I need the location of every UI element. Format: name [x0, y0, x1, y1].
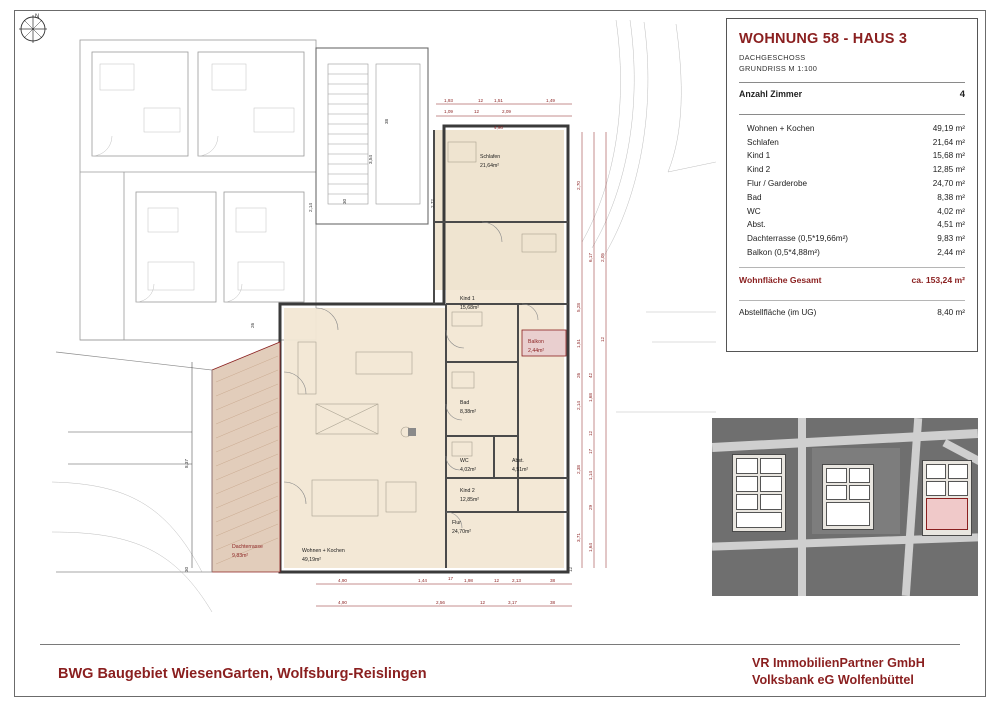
svg-text:WC: WC: [460, 458, 469, 464]
svg-text:26: 26: [250, 322, 255, 328]
site-road: [798, 418, 806, 596]
storage-area-label: Abstellfläche (im UG): [739, 308, 817, 318]
area-row: [739, 163, 965, 177]
area-value: 12,85 m²: [932, 165, 965, 175]
svg-text:8,37: 8,37: [184, 459, 189, 468]
svg-text:2,72: 2,72: [430, 199, 435, 208]
svg-text:21,64m²: 21,64m²: [480, 163, 500, 169]
area-label: WC: [747, 206, 761, 216]
area-value: 2,44 m²: [937, 247, 965, 257]
room-count-row: [739, 83, 965, 106]
footer-company-line1: VR ImmobilienPartner GmbH: [752, 656, 925, 670]
footer-divider: [40, 644, 960, 645]
svg-text:4,98: 4,98: [494, 125, 503, 130]
svg-text:12: 12: [480, 600, 486, 605]
area-row: [739, 190, 965, 204]
svg-text:49,19m²: 49,19m²: [302, 557, 322, 563]
svg-text:4,90: 4,90: [338, 578, 347, 583]
area-value: 9,83 m²: [937, 234, 965, 244]
total-area-label: Wohnfläche Gesamt: [739, 275, 822, 286]
svg-text:1,64: 1,64: [588, 543, 593, 552]
svg-text:30: 30: [342, 198, 347, 204]
svg-text:6,17: 6,17: [588, 253, 593, 262]
svg-text:38: 38: [550, 600, 556, 605]
svg-text:5,28: 5,28: [576, 303, 581, 312]
area-label: Balkon (0,5*4,88m²): [747, 247, 820, 257]
svg-text:Dachterrasse: Dachterrasse: [232, 544, 263, 550]
area-value: 21,64 m²: [932, 137, 965, 147]
svg-text:24,70m²: 24,70m²: [452, 529, 472, 535]
site-road: [902, 418, 922, 596]
svg-text:26: 26: [576, 372, 581, 378]
svg-text:Bad: Bad: [460, 400, 470, 406]
area-row: [739, 177, 965, 191]
storage-area-value: 8,40 m²: [937, 308, 965, 318]
svg-text:Wohnen + Kochen: Wohnen + Kochen: [302, 548, 345, 554]
svg-text:2,44m²: 2,44m²: [528, 348, 545, 354]
site-highlighted-unit: [926, 498, 968, 530]
svg-text:2,56: 2,56: [436, 600, 445, 605]
area-row: [739, 246, 965, 260]
area-label: Kind 1: [747, 151, 771, 161]
svg-text:Schlafen: Schlafen: [480, 154, 501, 160]
area-value: 4,02 m²: [937, 206, 965, 216]
footer-company-line2: Volksbank eG Wolfenbüttel: [752, 673, 914, 687]
area-row: [739, 135, 965, 149]
svg-text:4,51m²: 4,51m²: [512, 467, 529, 473]
svg-text:42: 42: [588, 372, 593, 378]
svg-text:2,05: 2,05: [600, 253, 605, 262]
svg-text:1,09: 1,09: [444, 109, 453, 114]
storage-area-row: [739, 301, 965, 319]
area-value: 49,19 m²: [932, 123, 965, 133]
area-row: [739, 232, 965, 246]
area-value: 4,51 m²: [937, 220, 965, 230]
svg-text:8,38m²: 8,38m²: [460, 409, 477, 415]
room-count-value: 4: [959, 89, 965, 101]
subtitle-scale: GRUNDRISS M 1:100: [739, 63, 818, 73]
svg-text:Kind 2: Kind 2: [460, 488, 475, 494]
svg-text:38: 38: [384, 118, 389, 124]
svg-text:12,85m²: 12,85m²: [460, 497, 480, 503]
site-map: [712, 418, 978, 596]
compass-icon: [16, 12, 50, 46]
area-label: Schlafen: [747, 137, 779, 147]
area-row: [739, 121, 965, 135]
area-label: Wohnen + Kochen: [747, 123, 815, 133]
svg-text:15,68m²: 15,68m²: [460, 305, 480, 311]
svg-text:1,51: 1,51: [494, 98, 503, 103]
svg-text:4,02m²: 4,02m²: [460, 467, 477, 473]
svg-text:Balkon: Balkon: [528, 339, 544, 345]
area-value: 24,70 m²: [932, 178, 965, 188]
footer-project-name: BWG Baugebiet WiesenGarten, Wolfsburg-Reislingen: [58, 666, 427, 682]
area-row: [739, 149, 965, 163]
page-title: WOHNUNG 58 - HAUS 3: [739, 31, 908, 47]
svg-text:12: 12: [478, 98, 484, 103]
svg-text:3,17: 3,17: [508, 600, 517, 605]
area-row: [739, 204, 965, 218]
svg-text:12: 12: [568, 566, 573, 572]
svg-text:1,44: 1,44: [418, 578, 427, 583]
svg-text:30: 30: [184, 566, 189, 572]
svg-text:9,83m²: 9,83m²: [232, 553, 249, 559]
svg-text:2,14: 2,14: [576, 401, 581, 410]
subtitle-storey: DACHGESCHOSS: [739, 53, 806, 62]
svg-text:17: 17: [448, 576, 454, 581]
floor-plan: [16, 12, 716, 642]
svg-text:1,68: 1,68: [588, 393, 593, 402]
svg-text:12: 12: [474, 109, 480, 114]
svg-text:29: 29: [588, 504, 593, 510]
apartment-info-panel: [726, 18, 978, 352]
floor-plan-drawing: [16, 12, 716, 642]
svg-text:1,51: 1,51: [576, 339, 581, 348]
svg-text:17: 17: [588, 448, 593, 454]
svg-text:1,49: 1,49: [546, 98, 555, 103]
area-label: Kind 2: [747, 165, 771, 175]
area-row: [739, 218, 965, 232]
svg-text:2,38: 2,38: [576, 465, 581, 474]
svg-text:2,13: 2,13: [512, 578, 521, 583]
area-value: 8,38 m²: [937, 192, 965, 202]
svg-text:2,09: 2,09: [502, 109, 511, 114]
area-value: 15,68 m²: [932, 151, 965, 161]
svg-text:38: 38: [550, 578, 556, 583]
total-area-row: [739, 268, 965, 292]
svg-text:2,70: 2,70: [576, 181, 581, 190]
svg-text:3,54: 3,54: [368, 155, 373, 164]
compass-label: N: [35, 14, 40, 20]
svg-text:Kind 1: Kind 1: [460, 296, 475, 302]
area-label: Abst.: [747, 220, 766, 230]
svg-text:12: 12: [494, 578, 500, 583]
room-count-label: Anzahl Zimmer: [739, 89, 803, 100]
svg-text:2,14: 2,14: [308, 203, 313, 212]
svg-text:1,14: 1,14: [588, 471, 593, 480]
area-label: Dachterrasse (0,5*19,66m²): [747, 234, 849, 244]
svg-text:3,71: 3,71: [576, 533, 581, 542]
svg-text:12: 12: [600, 336, 605, 342]
area-label: Bad: [747, 192, 762, 202]
svg-text:12: 12: [588, 430, 593, 436]
area-label: Flur / Garderobe: [747, 178, 808, 188]
svg-text:4,90: 4,90: [338, 600, 347, 605]
total-area-value: ca. 153,24 m²: [911, 275, 965, 286]
footer-company: [752, 655, 925, 689]
svg-text:Flur: Flur: [452, 520, 461, 526]
svg-text:1,93: 1,93: [444, 98, 453, 103]
svg-text:Abst.: Abst.: [512, 458, 524, 464]
svg-text:1,98: 1,98: [464, 578, 473, 583]
